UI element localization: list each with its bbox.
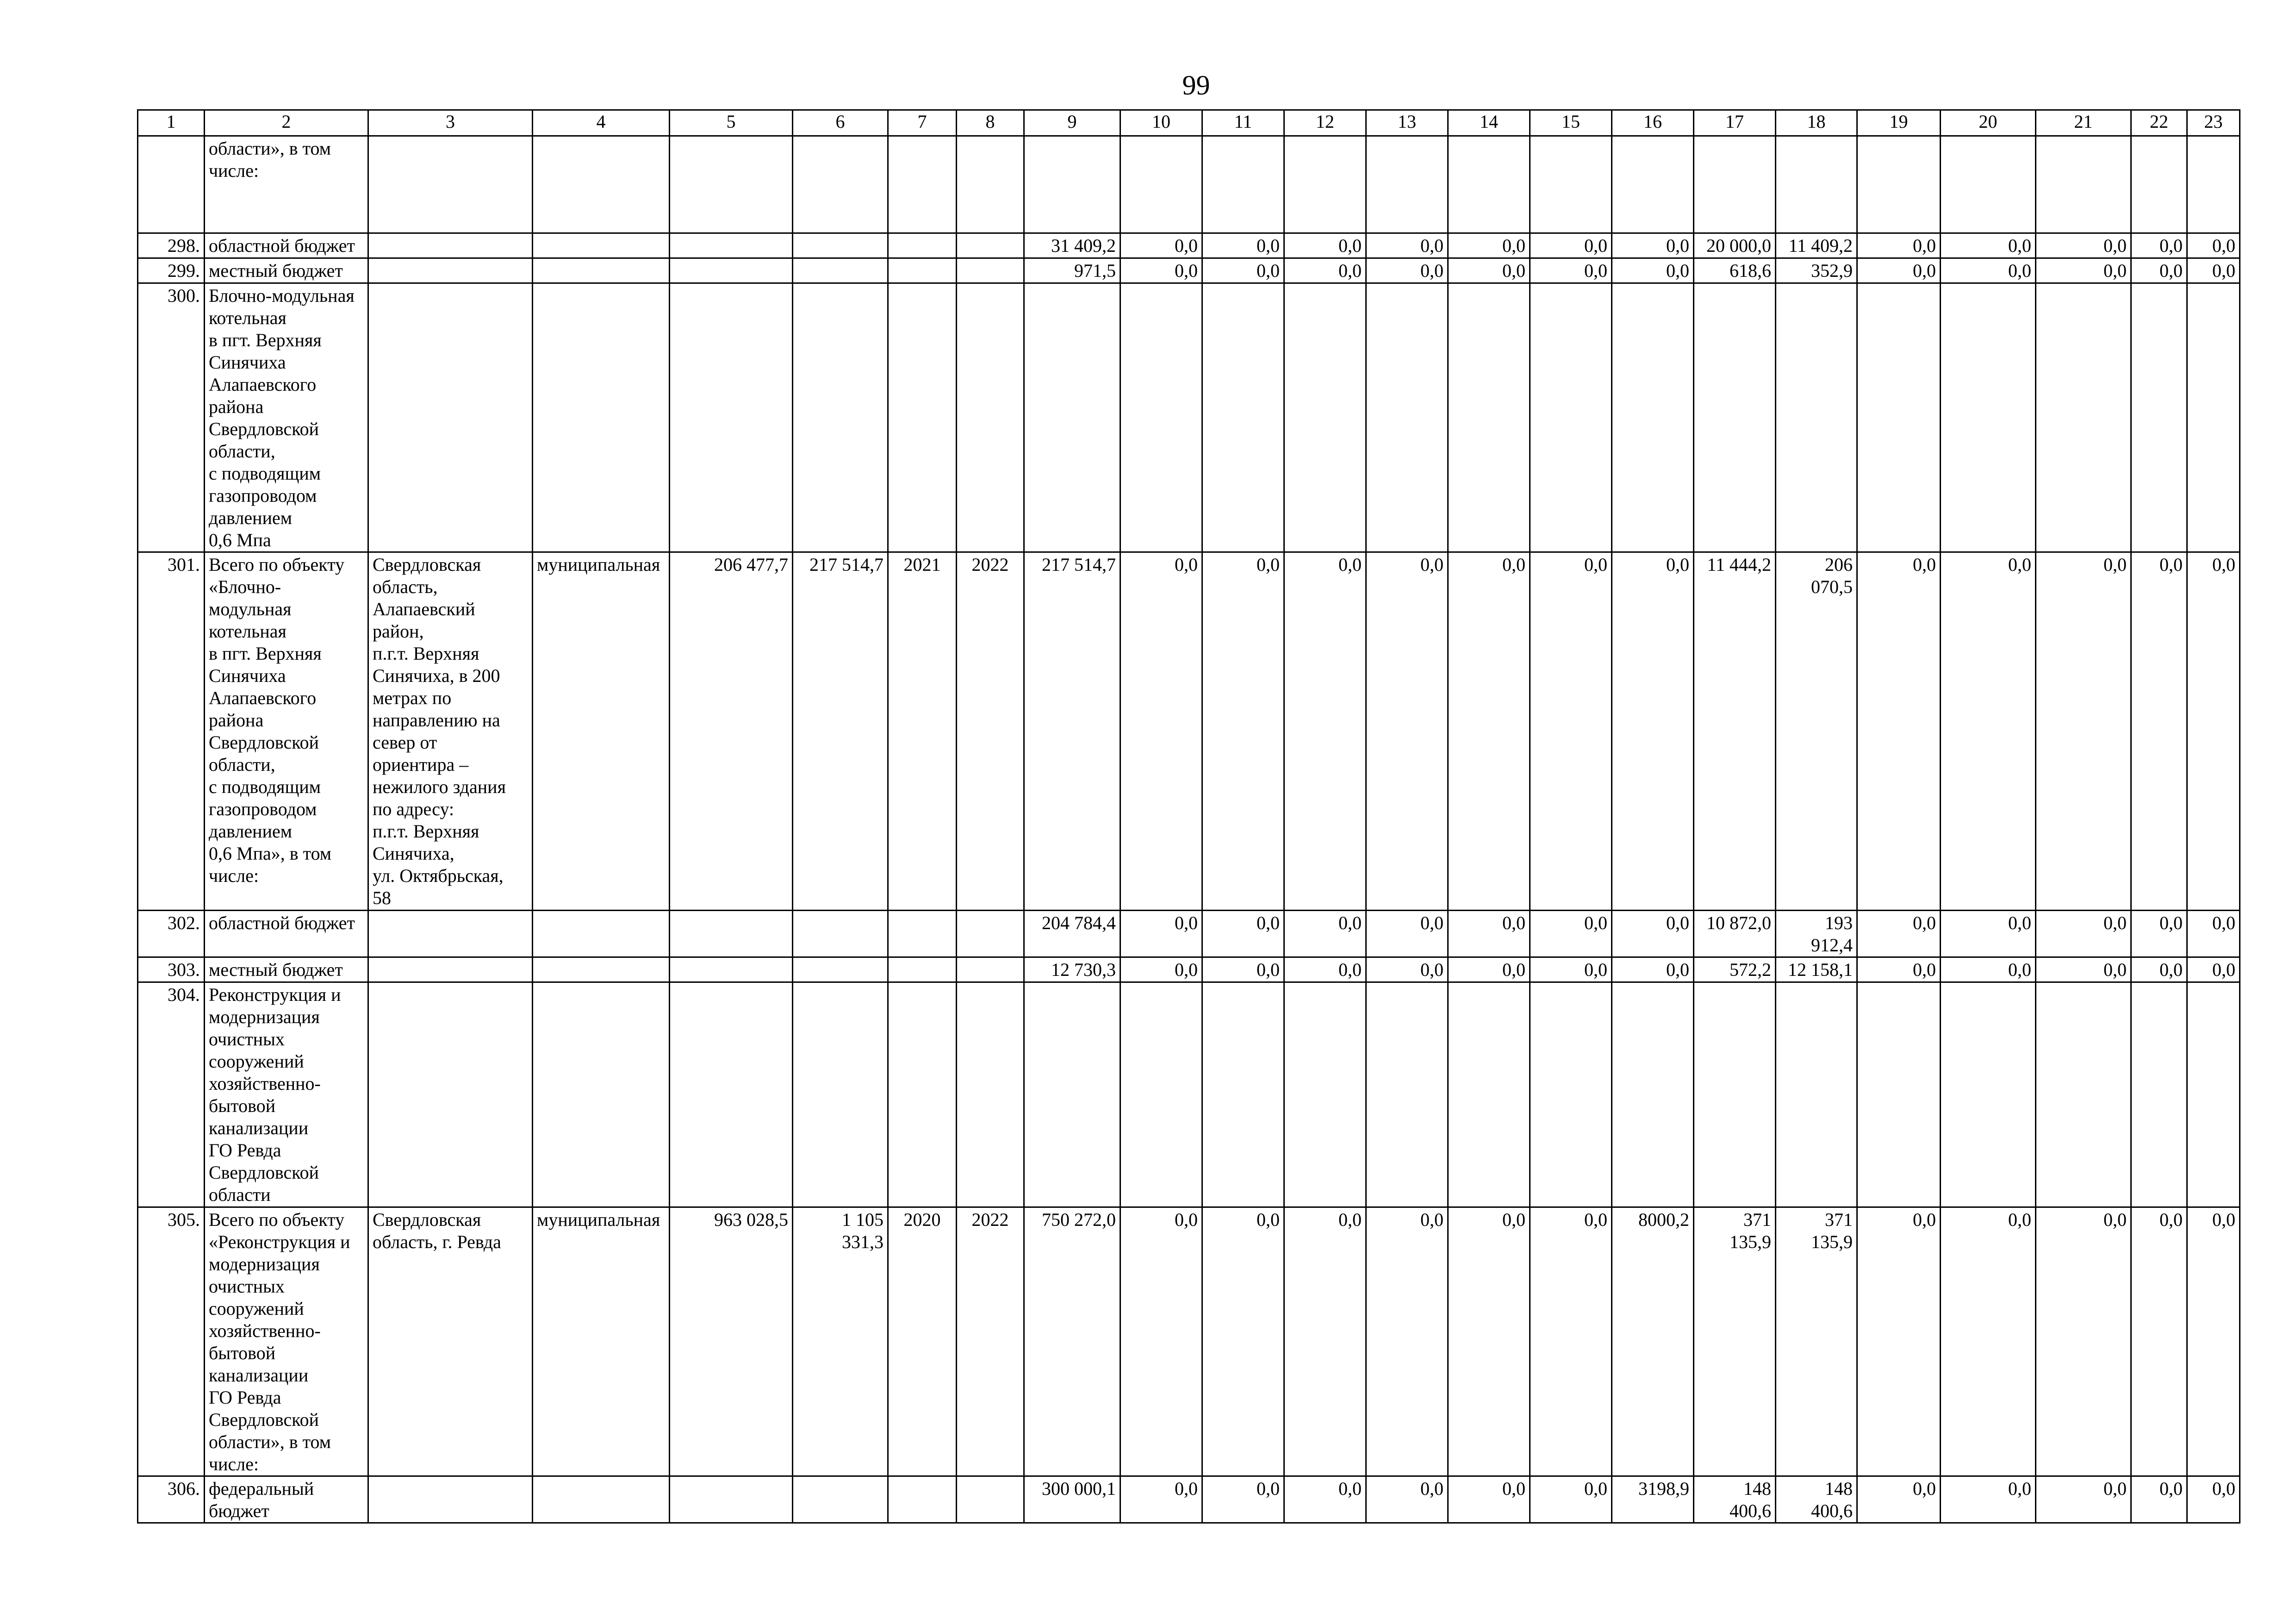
value-cell: 0,0: [1202, 258, 1284, 283]
value-cell: [1612, 136, 1694, 233]
value-cell: 0,0: [1530, 1207, 1612, 1476]
value-cell: [793, 258, 888, 283]
ownership-cell: [533, 136, 670, 233]
value-cell: 0,0: [1448, 258, 1530, 283]
ownership-cell: [533, 1476, 670, 1523]
value-cell: 0,0: [2187, 552, 2240, 911]
value-cell: 0,0: [1448, 957, 1530, 982]
row-number-cell: 304.: [138, 982, 205, 1207]
value-cell: [1448, 982, 1530, 1207]
value-cell: 0,0: [1202, 552, 1284, 911]
ownership-cell: муниципальная: [533, 1207, 670, 1476]
value-cell: [1694, 283, 1776, 552]
value-cell: 0,0: [1612, 233, 1694, 258]
row-number-cell: 303.: [138, 957, 205, 982]
table-row: [138, 283, 2240, 552]
name-cell: местный бюджет: [205, 957, 368, 982]
table-row: [138, 957, 2240, 982]
value-cell: [1530, 283, 1612, 552]
address-cell: [368, 283, 533, 552]
value-cell: [1120, 283, 1202, 552]
value-cell: [1941, 136, 2036, 233]
value-cell: 0,0: [1612, 957, 1694, 982]
value-cell: 0,0: [2187, 258, 2240, 283]
value-cell: 0,0: [1448, 233, 1530, 258]
value-cell: 217 514,7: [1024, 552, 1120, 911]
value-cell: [888, 911, 957, 957]
value-cell: 0,0: [2036, 957, 2131, 982]
row-number-cell: 305.: [138, 1207, 205, 1476]
value-cell: [1612, 283, 1694, 552]
value-cell: [1941, 283, 2036, 552]
value-cell: 206 070,5: [1776, 552, 1857, 911]
table-row: [138, 233, 2240, 258]
value-cell: 0,0: [1530, 258, 1612, 283]
column-number-cell: 4: [533, 110, 670, 136]
value-cell: 0,0: [1857, 1207, 1941, 1476]
value-cell: 0,0: [1202, 233, 1284, 258]
value-cell: 206 477,7: [670, 552, 793, 911]
name-cell: местный бюджет: [205, 258, 368, 283]
value-cell: 148 400,6: [1694, 1476, 1776, 1523]
value-cell: 572,2: [1694, 957, 1776, 982]
address-cell: [368, 911, 533, 957]
address-cell: [368, 982, 533, 1207]
value-cell: 0,0: [1530, 552, 1612, 911]
value-cell: 0,0: [2131, 911, 2187, 957]
name-cell: области», в том числе:: [205, 136, 368, 233]
value-cell: [1202, 283, 1284, 552]
value-cell: [793, 957, 888, 982]
value-cell: [793, 233, 888, 258]
value-cell: [2187, 283, 2240, 552]
value-cell: [1448, 136, 1530, 233]
value-cell: 8000,2: [1612, 1207, 1694, 1476]
address-cell: [368, 136, 533, 233]
name-cell: областной бюджет: [205, 911, 368, 957]
row-number-cell: 298.: [138, 233, 205, 258]
ownership-cell: [533, 283, 670, 552]
value-cell: [1857, 982, 1941, 1207]
value-cell: 0,0: [1284, 1207, 1366, 1476]
value-cell: [670, 258, 793, 283]
value-cell: [670, 136, 793, 233]
value-cell: 12 730,3: [1024, 957, 1120, 982]
column-number-cell: 11: [1202, 110, 1284, 136]
address-cell: [368, 957, 533, 982]
value-cell: 0,0: [1366, 233, 1448, 258]
value-cell: 0,0: [2131, 1476, 2187, 1523]
value-cell: 0,0: [2187, 1207, 2240, 1476]
value-cell: [670, 1476, 793, 1523]
value-cell: [1202, 136, 1284, 233]
value-cell: 0,0: [2131, 1207, 2187, 1476]
table-row: [138, 1476, 2240, 1523]
value-cell: 0,0: [2187, 1476, 2240, 1523]
value-cell: [957, 233, 1024, 258]
table-row: [138, 1207, 2240, 1476]
value-cell: [1024, 982, 1120, 1207]
value-cell: 371 135,9: [1694, 1207, 1776, 1476]
value-cell: 0,0: [1530, 911, 1612, 957]
name-cell: федеральный бюджет: [205, 1476, 368, 1523]
value-cell: 0,0: [1202, 1476, 1284, 1523]
value-cell: [957, 136, 1024, 233]
value-cell: 0,0: [2036, 258, 2131, 283]
column-number-cell: 9: [1024, 110, 1120, 136]
value-cell: 352,9: [1776, 258, 1857, 283]
value-cell: 0,0: [2187, 957, 2240, 982]
value-cell: 0,0: [1120, 911, 1202, 957]
value-cell: [793, 136, 888, 233]
value-cell: [2187, 136, 2240, 233]
value-cell: [793, 911, 888, 957]
value-cell: [1120, 136, 1202, 233]
name-cell: Всего по объекту «Блочно- модульная котельная в пгт. Верхняя Синячиха Алапаевского района Свердловской области, с подводящим газопроводом давлением 0,6 Мпа», в том числе:: [205, 552, 368, 911]
value-cell: 0,0: [1857, 552, 1941, 911]
row-number-cell: 300.: [138, 283, 205, 552]
value-cell: 0,0: [2036, 1476, 2131, 1523]
value-cell: 11 409,2: [1776, 233, 1857, 258]
column-number-cell: 13: [1366, 110, 1448, 136]
value-cell: [2036, 283, 2131, 552]
column-number-cell: 7: [888, 110, 957, 136]
value-cell: [2036, 136, 2131, 233]
value-cell: 300 000,1: [1024, 1476, 1120, 1523]
value-cell: [888, 957, 957, 982]
value-cell: 0,0: [1284, 552, 1366, 911]
table-row: [138, 982, 2240, 1207]
value-cell: 0,0: [1120, 233, 1202, 258]
column-number-cell: 19: [1857, 110, 1941, 136]
value-cell: 2022: [957, 1207, 1024, 1476]
value-cell: 0,0: [1941, 552, 2036, 911]
address-cell: Свердловская область, г. Ревда: [368, 1207, 533, 1476]
value-cell: 0,0: [1284, 1476, 1366, 1523]
value-cell: [1694, 136, 1776, 233]
value-cell: 0,0: [1857, 911, 1941, 957]
value-cell: [793, 1476, 888, 1523]
address-cell: [368, 233, 533, 258]
value-cell: 193 912,4: [1776, 911, 1857, 957]
value-cell: 0,0: [1366, 957, 1448, 982]
value-cell: [957, 911, 1024, 957]
value-cell: [888, 258, 957, 283]
value-cell: [888, 1476, 957, 1523]
value-cell: [1612, 982, 1694, 1207]
name-cell: Реконструкция и модернизация очистных сооружений хозяйственно- бытовой канализации ГО Ревда Свердловской области: [205, 982, 368, 1207]
value-cell: [1284, 982, 1366, 1207]
value-cell: 0,0: [2187, 911, 2240, 957]
value-cell: [1694, 982, 1776, 1207]
value-cell: [2131, 136, 2187, 233]
value-cell: [888, 136, 957, 233]
value-cell: 0,0: [1530, 1476, 1612, 1523]
value-cell: 0,0: [1448, 911, 1530, 957]
value-cell: 0,0: [1612, 258, 1694, 283]
table-row: [138, 552, 2240, 911]
value-cell: [1366, 136, 1448, 233]
column-number-row: [138, 110, 2240, 136]
column-number-cell: 16: [1612, 110, 1694, 136]
value-cell: 0,0: [1448, 1207, 1530, 1476]
value-cell: 0,0: [1941, 1476, 2036, 1523]
value-cell: 0,0: [1366, 1476, 1448, 1523]
row-number-cell: 306.: [138, 1476, 205, 1523]
value-cell: 217 514,7: [793, 552, 888, 911]
value-cell: [1120, 982, 1202, 1207]
value-cell: 750 272,0: [1024, 1207, 1120, 1476]
column-number-cell: 5: [670, 110, 793, 136]
column-number-cell: 21: [2036, 110, 2131, 136]
value-cell: 0,0: [1941, 258, 2036, 283]
page-number: 99: [1182, 70, 1210, 100]
value-cell: 0,0: [1366, 1207, 1448, 1476]
value-cell: [793, 283, 888, 552]
name-cell: областной бюджет: [205, 233, 368, 258]
value-cell: 3198,9: [1612, 1476, 1694, 1523]
value-cell: [793, 982, 888, 1207]
value-cell: 0,0: [1284, 911, 1366, 957]
value-cell: [957, 982, 1024, 1207]
value-cell: [1941, 982, 2036, 1207]
value-cell: [888, 982, 957, 1207]
value-cell: 10 872,0: [1694, 911, 1776, 957]
value-cell: 0,0: [1530, 233, 1612, 258]
address-cell: [368, 258, 533, 283]
ownership-cell: [533, 233, 670, 258]
column-number-cell: 14: [1448, 110, 1530, 136]
column-number-cell: 17: [1694, 110, 1776, 136]
column-number-cell: 22: [2131, 110, 2187, 136]
value-cell: 0,0: [1284, 258, 1366, 283]
value-cell: 0,0: [1448, 1476, 1530, 1523]
column-number-cell: 6: [793, 110, 888, 136]
value-cell: 371 135,9: [1776, 1207, 1857, 1476]
column-number-cell: 12: [1284, 110, 1366, 136]
value-cell: 0,0: [1366, 911, 1448, 957]
value-cell: 0,0: [1120, 258, 1202, 283]
column-number-cell: 1: [138, 110, 205, 136]
value-cell: [2131, 982, 2187, 1207]
value-cell: 0,0: [1941, 911, 2036, 957]
column-number-cell: 20: [1941, 110, 2036, 136]
column-number-cell: 8: [957, 110, 1024, 136]
value-cell: 148 400,6: [1776, 1476, 1857, 1523]
value-cell: 1 105 331,3: [793, 1207, 888, 1476]
table-row: [138, 258, 2240, 283]
value-cell: [1202, 982, 1284, 1207]
value-cell: 0,0: [1530, 957, 1612, 982]
value-cell: 0,0: [2036, 552, 2131, 911]
value-cell: [670, 283, 793, 552]
column-number-cell: 15: [1530, 110, 1612, 136]
ownership-cell: [533, 982, 670, 1207]
value-cell: 0,0: [1941, 957, 2036, 982]
value-cell: [957, 1476, 1024, 1523]
value-cell: [1530, 982, 1612, 1207]
value-cell: 0,0: [2131, 552, 2187, 911]
column-number-cell: 18: [1776, 110, 1857, 136]
value-cell: 0,0: [1284, 957, 1366, 982]
value-cell: 204 784,4: [1024, 911, 1120, 957]
value-cell: 0,0: [1857, 233, 1941, 258]
value-cell: [888, 233, 957, 258]
address-cell: [368, 1476, 533, 1523]
value-cell: [1776, 283, 1857, 552]
value-cell: 0,0: [1448, 552, 1530, 911]
value-cell: 0,0: [1857, 258, 1941, 283]
value-cell: [1366, 283, 1448, 552]
value-cell: [1530, 136, 1612, 233]
value-cell: 0,0: [1120, 1476, 1202, 1523]
value-cell: 0,0: [1120, 957, 1202, 982]
ownership-cell: [533, 957, 670, 982]
table-row: [138, 911, 2240, 957]
value-cell: [1284, 136, 1366, 233]
value-cell: [1857, 283, 1941, 552]
row-number-cell: [138, 136, 205, 233]
value-cell: 0,0: [2036, 1207, 2131, 1476]
data-table: [137, 109, 2240, 1524]
column-number-cell: 3: [368, 110, 533, 136]
value-cell: 0,0: [1202, 911, 1284, 957]
row-number-cell: 302.: [138, 911, 205, 957]
value-cell: 2020: [888, 1207, 957, 1476]
value-cell: 0,0: [1120, 1207, 1202, 1476]
value-cell: 0,0: [1941, 233, 2036, 258]
ownership-cell: [533, 258, 670, 283]
name-cell: Блочно-модульная котельная в пгт. Верхняя Синячиха Алапаевского района Свердловской области, с подводящим газопроводом давлением 0,6 Мпа: [205, 283, 368, 552]
value-cell: [2131, 283, 2187, 552]
column-number-cell: 23: [2187, 110, 2240, 136]
value-cell: [2036, 982, 2131, 1207]
value-cell: 0,0: [1202, 1207, 1284, 1476]
value-cell: [957, 957, 1024, 982]
value-cell: 12 158,1: [1776, 957, 1857, 982]
value-cell: 0,0: [2131, 957, 2187, 982]
value-cell: 0,0: [1284, 233, 1366, 258]
value-cell: [670, 911, 793, 957]
name-cell: Всего по объекту «Реконструкция и модернизация очистных сооружений хозяйственно- бытовой канализации ГО Ревда Свердловской области», в том числе:: [205, 1207, 368, 1476]
value-cell: [888, 283, 957, 552]
row-number-cell: 301.: [138, 552, 205, 911]
value-cell: [957, 283, 1024, 552]
value-cell: [2187, 982, 2240, 1207]
value-cell: 0,0: [2036, 233, 2131, 258]
ownership-cell: муниципальная: [533, 552, 670, 911]
value-cell: [670, 957, 793, 982]
value-cell: [670, 982, 793, 1207]
value-cell: 0,0: [1202, 957, 1284, 982]
value-cell: [1776, 982, 1857, 1207]
value-cell: 0,0: [1120, 552, 1202, 911]
value-cell: 0,0: [2036, 911, 2131, 957]
value-cell: 2021: [888, 552, 957, 911]
column-number-cell: 2: [205, 110, 368, 136]
value-cell: 0,0: [1857, 1476, 1941, 1523]
value-cell: [1024, 283, 1120, 552]
value-cell: 11 444,2: [1694, 552, 1776, 911]
value-cell: 0,0: [1366, 258, 1448, 283]
value-cell: 618,6: [1694, 258, 1776, 283]
column-number-cell: 10: [1120, 110, 1202, 136]
value-cell: 0,0: [2131, 233, 2187, 258]
value-cell: 0,0: [1366, 552, 1448, 911]
value-cell: 0,0: [1612, 552, 1694, 911]
value-cell: 0,0: [2187, 233, 2240, 258]
value-cell: [1776, 136, 1857, 233]
value-cell: [957, 258, 1024, 283]
value-cell: 971,5: [1024, 258, 1120, 283]
ownership-cell: [533, 911, 670, 957]
value-cell: [1857, 136, 1941, 233]
value-cell: 0,0: [1941, 1207, 2036, 1476]
value-cell: 0,0: [1612, 911, 1694, 957]
value-cell: 31 409,2: [1024, 233, 1120, 258]
value-cell: [1024, 136, 1120, 233]
value-cell: [1366, 982, 1448, 1207]
value-cell: 20 000,0: [1694, 233, 1776, 258]
value-cell: [1448, 283, 1530, 552]
value-cell: 2022: [957, 552, 1024, 911]
value-cell: [1284, 283, 1366, 552]
value-cell: [670, 233, 793, 258]
row-number-cell: 299.: [138, 258, 205, 283]
value-cell: 0,0: [1857, 957, 1941, 982]
value-cell: 963 028,5: [670, 1207, 793, 1476]
address-cell: Свердловская область, Алапаевский район, п.г.т. Верхняя Синячиха, в 200 метрах по направлению на север от ориентира – нежилого здания по адресу: п.г.т. Верхняя Синячиха, ул. Октябрьская, 58: [368, 552, 533, 911]
table-row: [138, 136, 2240, 233]
value-cell: 0,0: [2131, 258, 2187, 283]
